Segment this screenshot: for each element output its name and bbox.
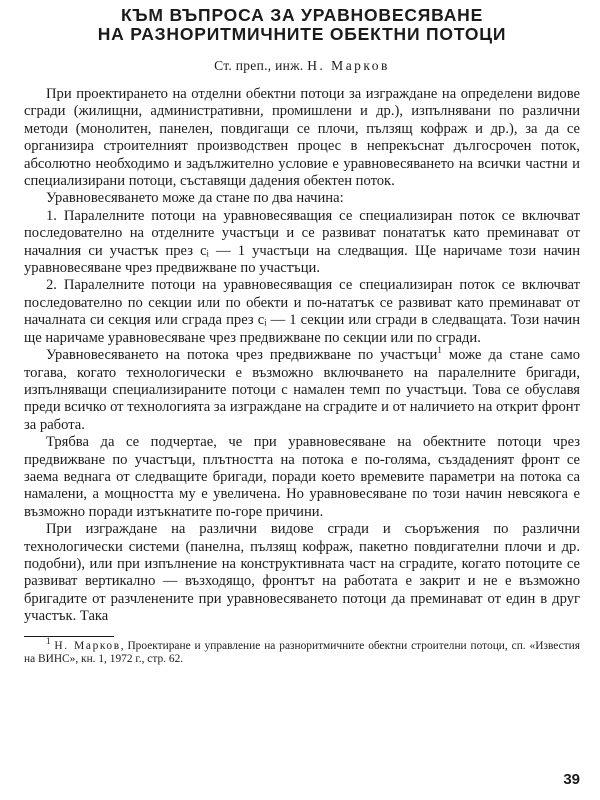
- article-title: [24, 6, 580, 44]
- paragraph-5-rest: може да стане само тогава, когато технологически е възможно включването на паралелните бригади, изпълняващи специализираните потоци с намален темп по участъци. Това се обуславя преди всичко от технологията за изграждане на сградите и от наличието на открит фронт за работа.: [24, 347, 580, 433]
- author-name: Н. Марков: [307, 58, 390, 73]
- article-body: [24, 86, 580, 626]
- paragraph-7: При изграждане на различни видове сгради и съоръжения по различни технологически системи (панелна, пълзящ кофраж, пакетно повдигателни плочи и др. подобни), или при изпълнение на конструктивната част на сградите, когато потоците се развиват вертикално — възходящо, фронтът на работата е закрит и не е възможно бригадите от разчленените при уравновесяването потоци да преминават от един в друг участък. Така: [24, 521, 580, 625]
- paragraph-1: При проектирането на отделни обектни потоци за изграждане на определени видове сгради (жилищни, административни, промишлени и др.), изпълнявани по различни методи (монолитен, панелен, повдигащи се плочи, пълзящ кофраж и др.), за да се организира строителният производствен процес в непрекъснат дългосрочен поток, абсолютно необходимо и задължително условие е уравновесяването на всички частни и специализирани потоци, съставящи дадения обектен поток.: [24, 86, 580, 190]
- article-title-line-1: КЪМ ВЪПРОСА ЗА УРАВНОВЕСЯВАНЕ: [120, 5, 484, 25]
- footnote: [24, 635, 580, 667]
- author-line: [24, 58, 580, 74]
- paragraph-3: 1. Паралелните потоци на уравновесяващия се специализиран поток се включват последователно на отделните участъци и се развиват понататък като преминават от началния си участък през cᵢ — 1 участъци на следващия. Ще наричаме този начин уравновесяване чрез предвижване по участъци.: [24, 207, 580, 277]
- footnote-text: , Проектиране и управление на разноритмичните обектни строителни потоци, сп. «Известия на ВИНС», кн. 1, 1972 г., стр. 62.: [24, 639, 580, 666]
- footnote-separator: [24, 636, 114, 637]
- page-number: 39: [563, 771, 580, 788]
- footnote-mark: 1: [46, 635, 51, 646]
- article-title-line-2: НА РАЗНОРИТМИЧНИТЕ ОБЕКТНИ ПОТОЦИ: [97, 24, 507, 44]
- footnote-author: Н. Марков: [54, 639, 121, 652]
- paragraph-4: 2. Паралелните потоци на уравновесяващия се специализиран поток се включват последователно по секции или по обекти и по-нататък се развиват като преминават от началната си секция или сграда през cᵢ — 1 секции или сгради в следващата. Този начин ще наричаме уравновесяване чрез предвижване по секции или по сгради.: [24, 277, 580, 346]
- paragraph-2: Уравновесяването може да стане по два начина:: [46, 190, 344, 207]
- paragraph-5-start: Уравновесяването на потока чрез предвижване по участъци: [46, 347, 438, 364]
- author-role: Ст. преп., инж.: [214, 58, 304, 73]
- paragraph-5: [24, 347, 580, 434]
- paragraph-6: Трябва да се подчертае, че при уравновесяване на обектните потоци чрез предвижване по участъци, плътността на потока е по-голяма, създаденият фронт се заема веднага от следващите бригади, поради което времевите параметри на потока са намалени, а мощността му е увеличена. Но уравновесяване по този начин невсякога е възможно поради изтъкнатите по-горе причини.: [24, 434, 580, 520]
- footnote-reference: 1: [437, 345, 442, 356]
